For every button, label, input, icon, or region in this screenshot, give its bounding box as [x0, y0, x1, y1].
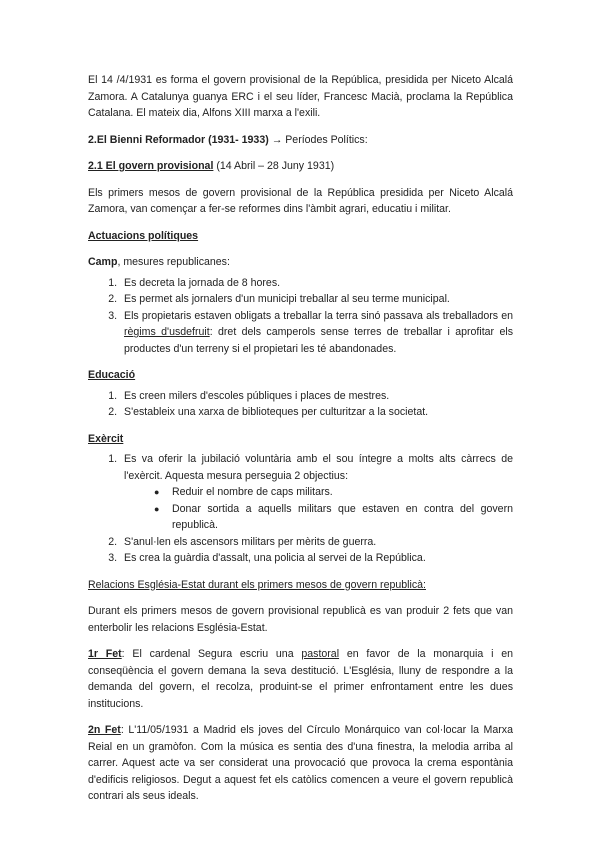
- list-item-text: Els propietaris estaven obligats a treballar la terra sinó passava als treballadors en: [124, 309, 513, 322]
- educacio-heading: Educació: [88, 369, 136, 381]
- educacio-list: [88, 388, 513, 421]
- camp-list: [88, 275, 513, 358]
- list-item: 2. S'estableix una xarxa de biblioteques per culturitzar a la societat.: [120, 404, 513, 421]
- list-item: 2. S'anul·len els ascensors militars per mèrits de guerra.: [120, 534, 513, 551]
- list-item-text: : dret dels camperols sense terres de treballar i aprofitar els productes d'un terreny si el propietari les té abandonades.: [124, 326, 513, 355]
- section-2-1-heading: 2.1 El govern provisional: [88, 160, 214, 172]
- bullet-item: ● Donar sortida a aquells militars que estaven en contra del govern republicà.: [154, 501, 513, 534]
- list-item: 1. Es creen milers d'escoles públiques i places de mestres.: [120, 388, 513, 405]
- camp-intro: [88, 254, 513, 271]
- fet-1-text: : El cardenal Segura escriu una: [121, 648, 302, 660]
- fet-1-label: 1r Fet: [88, 648, 122, 660]
- section-2-tail: Períodes Polítics:: [285, 133, 368, 146]
- section-2-1-paragraph: Els primers mesos de govern provisional de la República presidida per Niceto Alcalá Zamora, van començar a fer-se reformes dins l'àmbit agrari, educatiu i militar.: [88, 186, 513, 215]
- pastoral-term: pastoral: [301, 648, 340, 660]
- list-item-text: 1. Es va oferir la jubilació voluntària amb el sou íntegre a molts alts càrrecs de l'exèrcit. Aquesta mesura perseguia 2 objectius:: [124, 453, 513, 482]
- intro-paragraph: El 14 /4/1931 es forma el govern provisional de la República, presidida per Niceto Alcalá Zamora. A Catalunya guanya ERC i el seu líder, Francesc Macià, proclama la República Catalana. El mateix dia, Alfons XIII marxa a l'exili.: [88, 74, 513, 119]
- list-item: [120, 451, 513, 534]
- relacions-heading: Relacions Església-Estat durant els primers mesos de govern republicà:: [88, 578, 426, 591]
- objectives-list: [124, 484, 513, 534]
- arrow-symbol: →: [268, 133, 286, 146]
- exercit-heading: Exèrcit: [88, 432, 124, 445]
- section-2-1-title: [88, 158, 513, 175]
- bullet-item: ● Reduir el nombre de caps militars.: [154, 484, 513, 501]
- fet-2-label: 2n Fet: [88, 724, 121, 736]
- list-item: 3. Es crea la guàrdia d'assalt, una policia al servei de la República.: [120, 550, 513, 567]
- list-item: [120, 308, 513, 358]
- fet-2-paragraph: [88, 722, 513, 805]
- camp-intro-text: , mesures republicanes:: [117, 256, 230, 268]
- list-item: 2. Es permet als jornalers d'un municipi treballar al seu terme municipal.: [120, 291, 513, 308]
- actuacions-heading: Actuacions polítiques: [88, 229, 199, 242]
- fet-1-text-rest: en favor de la monarquia i en conseqüència el govern demana la seva destitució. L'Església, lluny de respondre a la demanda del govern, el recolza, produint-se el primer enfrontament entre les dues institucions.: [88, 648, 513, 710]
- section-2-heading: 2.El Bienni Reformador (1931- 1933): [88, 133, 269, 146]
- usdefruit-term: règims d'usdefruit: [124, 326, 210, 338]
- fet-1-paragraph: [88, 646, 513, 712]
- section-2-title: [88, 132, 513, 149]
- fet-2-text: : L'11/05/1931 a Madrid els joves del Círculo Monárquico van col·locar la Marxa Reial en un gramòfon. Com la música es sentia des d'una finestra, la melodia arriba al carrer. Aquest acte va ser considerat una provocació que provoca la crema espontània d'edificis religiosos. Degut a aquest fet els catòlics comencen a veure el govern republicà contrari als seus ideals.: [88, 724, 513, 802]
- exercit-list: [88, 451, 513, 567]
- list-item: 1. Es decreta la jornada de 8 hores.: [120, 275, 513, 292]
- camp-label: Camp: [88, 256, 118, 268]
- section-2-1-dates: (14 Abril – 28 Juny 1931): [213, 160, 335, 172]
- relacions-paragraph: Durant els primers mesos de govern provisional republicà es van produir 2 fets que van enterbolir les relacions Església-Estat.: [88, 605, 513, 634]
